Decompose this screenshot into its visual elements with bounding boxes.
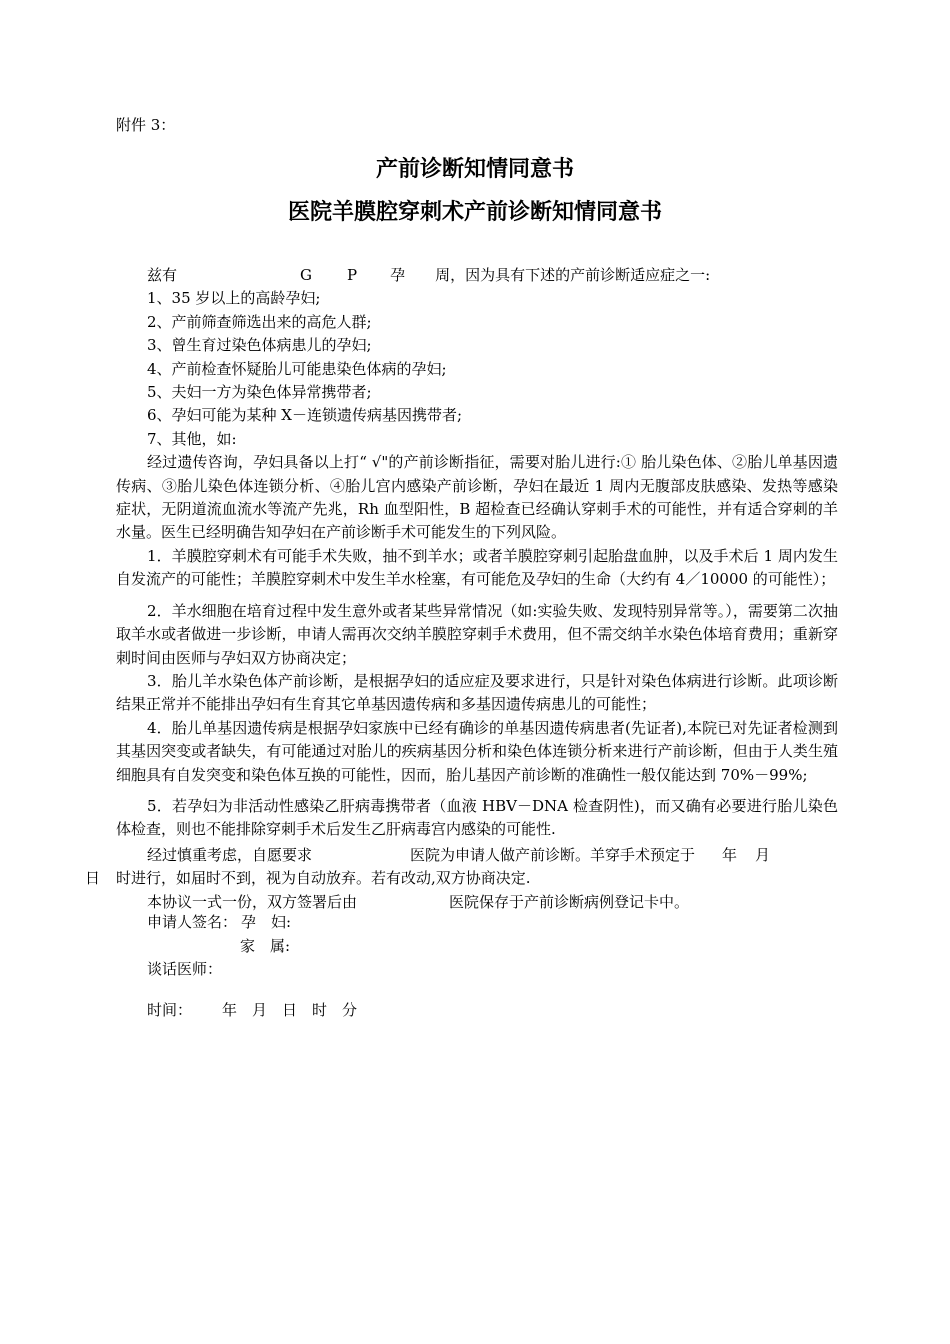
risk-item: 3．胎儿羊水染色体产前诊断，是根据孕妇的适应症及要求进行，只是针对染色体病进行诊断。此项诊断结果正常并不能排出孕妇有生育其它单基因遗传病和多基因遗传病患儿的可能性；: [116, 671, 838, 714]
time-line: [147, 999, 357, 1022]
indication-item: 3、曾生育过染色体病患儿的孕妇;: [147, 336, 372, 355]
consult-paragraph: 经过遗传咨询，孕妇具备以上打“ √"的产前诊断指征，需要对胎儿进行:① 胎儿染色体、②胎儿单基因遗传病、③胎儿染色体连锁分析、④胎儿宫内感染产前诊断，孕妇在最近 1 周内无腹部皮肤感染、发热等感染症状，无阴道流血流水等流产先兆，Rh 血型阳性，B 超检查已经确认穿刺手术的可能性，并有适合穿刺的羊水量。医生已经明确告知孕妇在产前诊断手术可能发生的下列风险。: [116, 453, 838, 542]
agreement-suffix: 医院保存于产前诊断病例登记卡中。: [449, 892, 690, 911]
intro-suffix: 周，因为具有下述的产前诊断适应症之一:: [435, 266, 711, 284]
document-subtitle: 医院羊膜腔穿刺术产前诊断知情同意书: [287, 200, 662, 225]
request-paragraph: [85, 844, 838, 891]
intro-line: [116, 264, 838, 287]
indication-item: 6、孕妇可能为某种 X－连锁遗传病基因携带者;: [147, 406, 463, 425]
indication-item: 1、35 岁以上的高龄孕妇;: [147, 289, 321, 308]
intro-g: G: [300, 266, 312, 284]
indication-item: 7、其他，如:: [147, 429, 237, 448]
time-units: 年 月 日 时 分: [222, 1001, 358, 1019]
applicant-label: 申请人签名：: [147, 913, 238, 931]
risk-item: 2．羊水细胞在培育过程中发生意外或者某些异常情况（如:实验失败、发现特别异常等。），需要第二次抽取羊水或者做进一步诊断，申请人需再次交纳羊膜腔穿刺手术费用，但不需交纳羊水染色体培育费用；重新穿刺时间由医师与孕妇双方协商决定；: [116, 601, 838, 667]
doctor-signature-line: 谈话医师：: [147, 960, 223, 978]
request-suffix: 时进行，如届时不到，视为自动放弃。若有改动,双方协商决定.: [116, 869, 531, 888]
attachment-label: 附件 3：: [116, 116, 176, 134]
pregnant-signature-label: 孕 妇:: [241, 913, 292, 931]
request-middle: 医院为申请人做产前诊断。羊穿手术预定于: [410, 845, 696, 864]
request-month: 月: [755, 845, 771, 864]
risk-item: 1．羊膜腔穿刺术有可能手术失败，抽不到羊水；或者羊膜腔穿刺引起胎盘血肿，以及手术后 1 周内发生自发流产的可能性；羊膜腔穿刺术中发生羊水栓塞，有可能危及孕妇的生命（大约有 4／10000 的可能性）；: [116, 546, 838, 589]
intro-pregnant: 孕: [390, 266, 406, 284]
document-body: [85, 264, 838, 914]
risk-item: 4．胎儿单基因遗传病是根据孕妇家族中已经有确诊的单基因遗传病患者(先证者),本院已对先证者检测到其基因突变或者缺失，有可能通过对胎儿的疾病基因分析和染色体连锁分析来进行产前诊断，但由于人类生殖细胞具有自发突变和染色体互换的可能性，因而，胎儿基因产前诊断的准确性一般仅能达到 70%－99%;: [116, 718, 838, 784]
intro-prefix: 兹有: [147, 266, 178, 284]
risk-item: 5．若孕妇为非活动性感染乙肝病毒携带者（血液 HBV－DNA 检查阴性)，而又确有必要进行胎儿染色体检查，则也不能排除穿刺手术后发生乙肝病毒宫内感染的可能性.: [116, 796, 838, 839]
request-prefix: 经过慎重考虑，自愿要求: [147, 845, 313, 864]
document-title: 产前诊断知情同意书: [375, 157, 574, 182]
indication-item: 2、产前筛查筛选出来的高危人群;: [147, 312, 372, 331]
family-signature-line: 家 属:: [240, 937, 291, 955]
indication-item: 5、夫妇一方为染色体异常携带者;: [147, 383, 372, 402]
request-day: 日: [85, 869, 101, 888]
indication-item: 4、产前检查怀疑胎儿可能患染色体病的孕妇;: [147, 359, 447, 378]
time-label: 时间：: [147, 1001, 193, 1019]
request-year: 年: [722, 845, 738, 864]
agreement-prefix: 本协议一式一份，双方签署后由: [147, 892, 358, 911]
applicant-signature-line: [147, 911, 291, 934]
intro-p: P: [347, 266, 358, 284]
